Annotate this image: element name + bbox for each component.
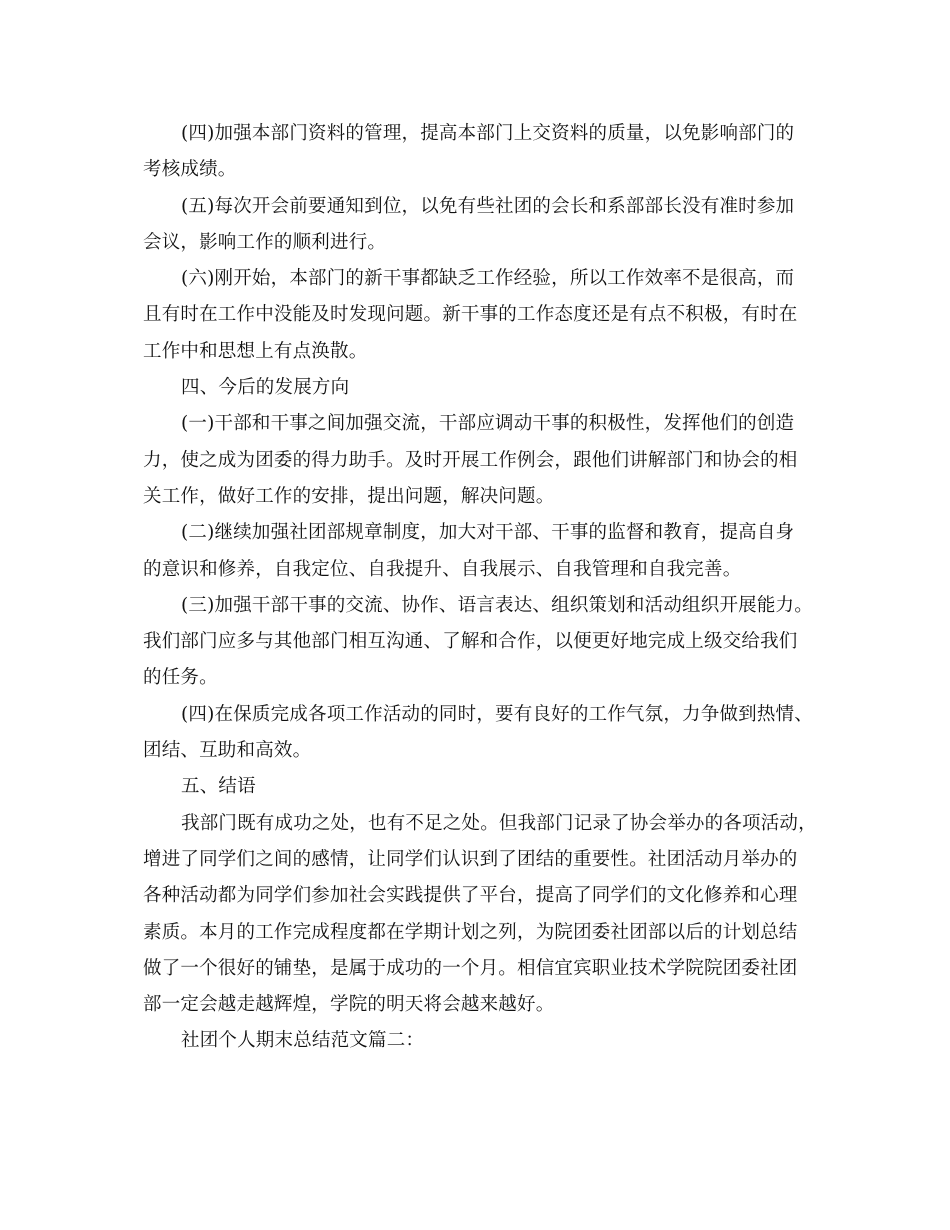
text-line: 的意识和修养，自我定位、自我提升、自我展示、自我管理和自我完善。: [143, 558, 742, 580]
text-line: 且有时在工作中没能及时发现问题。新干事的工作态度还是有点不积极，有时在: [143, 304, 798, 326]
document-body: [143, 116, 817, 1060]
text-line: 会议，影响工作的顺利进行。: [143, 231, 387, 253]
text-line: 社团个人期末总结范文篇二：: [181, 1030, 425, 1052]
text-line: (一)干部和干事之间加强交流，干部应调动干事的积极性，发挥他们的创造: [181, 413, 795, 435]
text-line: 部一定会越走越辉煌，学院的明天将会越来越好。: [143, 994, 555, 1016]
text-line: (五)每次开会前要通知到位，以免有些社团的会长和系部部长没有准时参加: [181, 195, 795, 217]
text-line: 五、结语: [181, 776, 256, 798]
text-line: 考核成绩。: [143, 159, 237, 181]
text-line: 工作中和思想上有点涣散。: [143, 340, 368, 362]
text-line: 增进了同学们之间的感情，让同学们认识到了团结的重要性。社团活动月举办的: [143, 848, 798, 870]
text-line: 我们部门应多与其他部门相互沟通、了解和合作，以便更好地完成上级交给我们: [143, 631, 798, 653]
text-line: 四、今后的发展方向: [181, 377, 350, 399]
text-line: 我部门既有成功之处，也有不足之处。但我部门记录了协会举办的各项活动，: [181, 812, 817, 834]
text-line: 各种活动都为同学们参加社会实践提供了平台，提高了同学们的文化修养和心理: [143, 885, 798, 907]
text-line: (三)加强干部干事的交流、协作、语言表达、组织策划和活动组织开展能力。: [181, 594, 813, 616]
text-line: 力，使之成为团委的得力助手。及时开展工作例会，跟他们讲解部门和协会的相: [143, 449, 798, 471]
text-line: 素质。本月的工作完成程度都在学期计划之列，为院团委社团部以后的计划总结: [143, 921, 798, 943]
text-line: (四)加强本部门资料的管理，提高本部门上交资料的质量，以免影响部门的: [181, 123, 795, 144]
text-line: 团结、互助和高效。: [143, 740, 312, 762]
text-line: 关工作，做好工作的安排，提出问题，解决问题。: [143, 485, 555, 507]
text-line: (四)在保质完成各项工作活动的同时，要有良好的工作气氛，力争做到热情、: [181, 703, 813, 725]
text-line: 做了一个很好的铺垫，是属于成功的一个月。相信宜宾职业技术学院院团委社团: [143, 957, 798, 979]
text-line: 的任务。: [143, 667, 218, 689]
text-line: (六)刚开始，本部门的新干事都缺乏工作经验，所以工作效率不是很高，而: [181, 268, 795, 290]
text-line: (二)继续加强社团部规章制度，加大对干部、干事的监督和教育，提高自身: [181, 522, 795, 544]
